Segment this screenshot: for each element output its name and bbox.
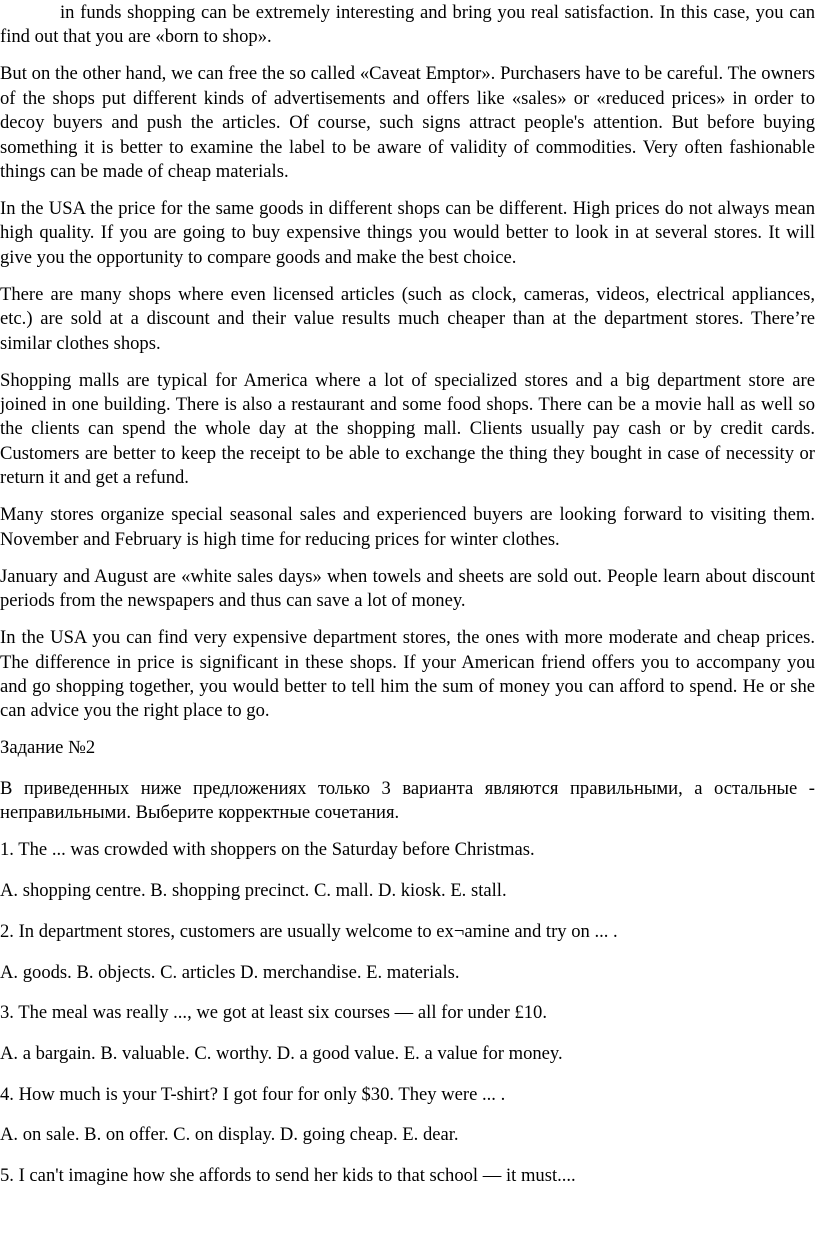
paragraph-5: Shopping malls are typical for America where a lot of specialized stores and a big department store are joined in one building. There is also a restaurant and some food shops. There can be a movie hall as well so the clients can spend the whole day at the shopping mall. Clients usually pay cash or by credit cards. Customers are better to keep the receipt to be able to exchange the thing they bought in case of necessity or return it and get a refund.	[0, 369, 815, 489]
task-heading: Задание №2	[0, 737, 96, 759]
paragraph-8: In the USA you can find very expensive department stores, the ones with more moderate and cheap prices. The difference in price is significant in these shops. If your American friend offers you to accompany you and go shopping together, you would better to tell him the sum of money you can afford to spend. He or she can advice you the right place to go.	[0, 627, 815, 722]
paragraph-6: Many stores organize special seasonal sales and experienced buyers are looking forward to visiting them. November and February is high time for reducing prices for winter clothes.	[0, 504, 815, 550]
paragraph-3: In the USA the price for the same goods in different shops can be different. High prices do not always mean high quality. If you are going to buy expensive things you would better to look in at several stores. It will give you the opportunity to compare goods and make the best choice.	[0, 198, 815, 268]
question-3: 3. The meal was really ..., we got at least six courses — all for under £10.	[0, 1002, 547, 1024]
options-4: A. on sale. B. on offer. C. on display. D. going cheap. E. dear.	[0, 1124, 459, 1146]
options-3: A. a bargain. B. valuable. C. worthy. D. a good value. E. a value for money.	[0, 1042, 563, 1064]
task-instruction: В приведенных ниже предложениях только 3 варианта являются правильными, а остальные - неправильными. Выберите корректные сочетания.	[0, 778, 815, 824]
question-1: 1. The ... was crowded with shoppers on the Saturday before Christmas.	[0, 839, 535, 861]
paragraph-7: January and August are «white sales days» when towels and sheets are sold out. People learn about discount periods from the newspapers and thus can save a lot of money.	[0, 565, 815, 612]
question-5: 5. I can't imagine how she affords to send her kids to that school — it must....	[0, 1165, 576, 1187]
question-2: 2. In department stores, customers are usually welcome to ex¬amine and try on ... .	[0, 920, 618, 942]
paragraph-2: But on the other hand, we can free the so called «Caveat Emptor». Purchasers have to be careful. The owners of the shops put different kinds of advertisements and offers like «sales» or «reduced prices» in order to decoy buyers and push the articles. Of course, such signs attract people's attention. But before buying something it is better to examine the label to be aware of validity of commodities. Very often fashionable things can be made of cheap materials.	[0, 63, 815, 183]
options-1: A. shopping centre. B. shopping precinct. C. mall. D. kiosk. E. stall.	[0, 880, 507, 902]
options-2: A. goods. B. objects. C. articles D. merchandise. E. materials.	[0, 961, 460, 983]
paragraph-4: There are many shops where even licensed articles (such as clock, cameras, videos, electrical appliances, etc.) are sold at a discount and their value results much cheaper than at the department stores. There’re similar clothes shops.	[0, 283, 815, 354]
paragraph-1: in funds shopping can be extremely interesting and bring you real satisfaction. In this case, you can find out that you are «born to shop».	[0, 2, 815, 48]
question-4: 4. How much is your T-shirt? I got four for only $30. They were ... .	[0, 1083, 506, 1105]
